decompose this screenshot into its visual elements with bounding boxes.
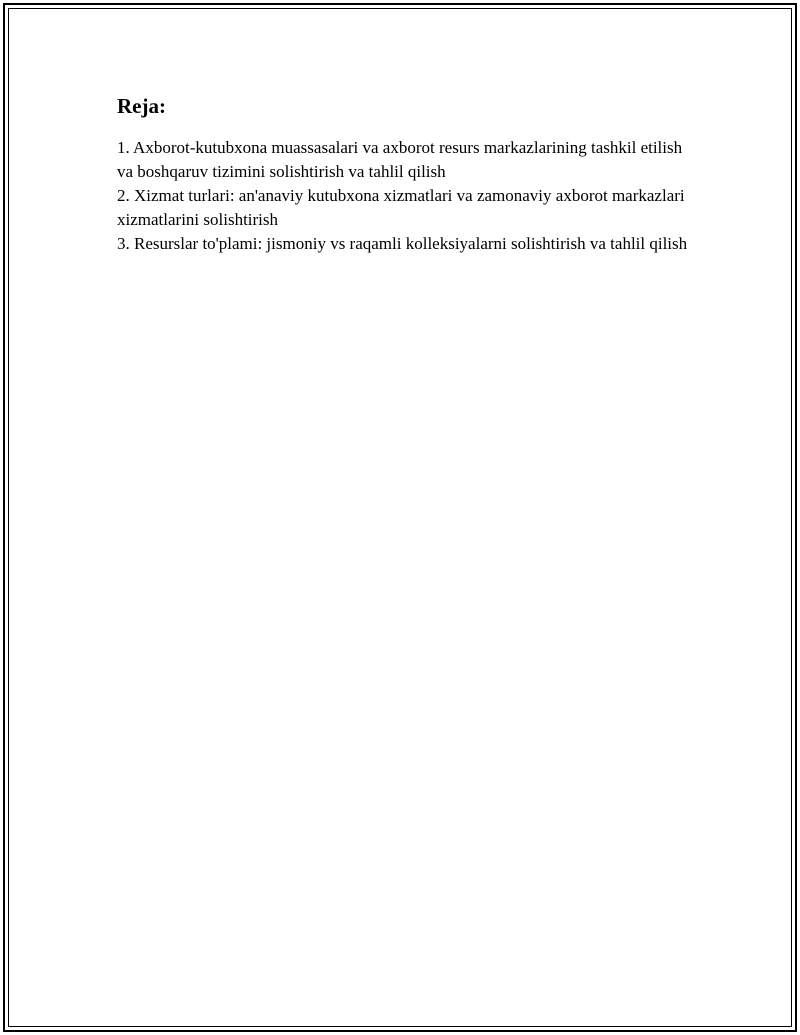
- plan-list: [117, 136, 697, 256]
- plan-title: Reja:: [117, 94, 166, 118]
- plan-item-1: 1. Axborot-kutubxona muassasalari va axborot resurs markazlarining tashkil etilish va boshqaruv tizimini solishtirish va tahlil qilish: [117, 138, 683, 181]
- document-content: [117, 92, 697, 256]
- plan-item-2: 2. Xizmat turlari: an'anaviy kutubxona xizmatlari va zamonaviy axborot markazlari xizmatlarini solishtirish: [117, 186, 685, 229]
- plan-item-3: 3. Resurslar to'plami: jismoniy vs raqamli kolleksiyalarni solishtirish va tahlil qilish: [117, 234, 688, 253]
